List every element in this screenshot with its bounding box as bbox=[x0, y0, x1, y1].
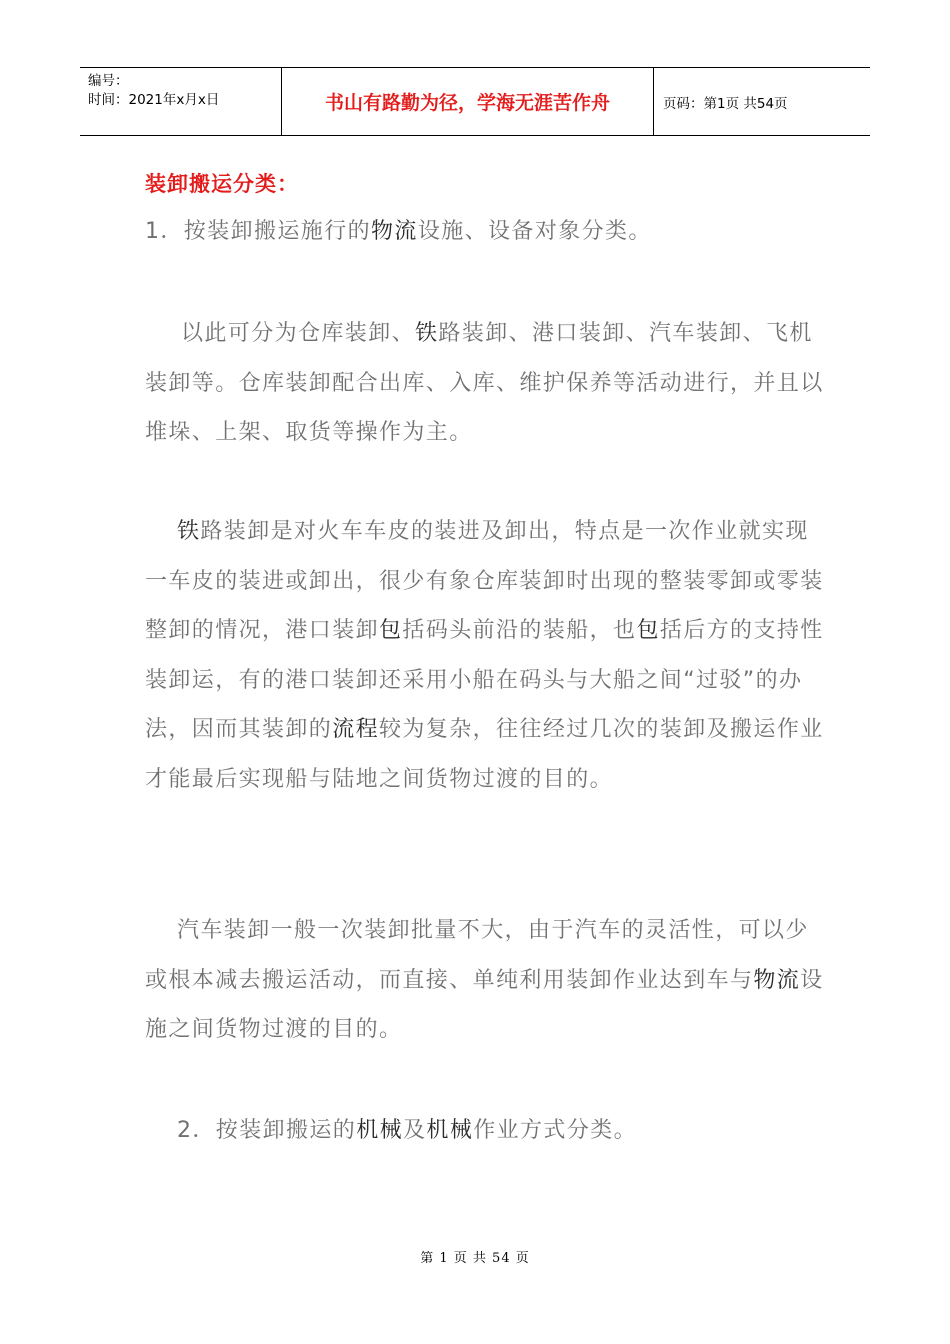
page-label: 页码：第1页 共54页 bbox=[663, 95, 788, 112]
paragraph-3: 铁路装卸是对火车车皮的装进及卸出，特点是一次作业就实现一车皮的装进或卸出，很少有象仓库装卸时出现的整装零卸或零装整卸的情况，港口装卸包括码头前沿的装船，也包括后方的支持性装卸运，有的港口装卸还采用小船在码头与大船之间“过驳”的办法，因而其装卸的流程较为复杂，往往经过几次的装卸及搬运作业才能最后实现船与陆地之间货物过渡的目的。 bbox=[145, 519, 824, 792]
header-meta-cell bbox=[80, 68, 282, 135]
motto-text: 书山有路勤为径，学海无涯苦作舟 bbox=[324, 92, 610, 114]
paragraph-1: 1．按装卸搬运施行的物流设施、设备对象分类。 bbox=[145, 219, 652, 244]
paragraph-2: 以此可分为仓库装卸、铁路装卸、港口装卸、汽车装卸、飞机装卸等。仓库装卸配合出库、入库、维护保养等活动进行，并且以堆垛、上架、取货等操作为主。 bbox=[145, 321, 824, 445]
time-label: 时间：2021年x月x日 bbox=[88, 92, 220, 108]
paragraph-4: 汽车装卸一般一次装卸批量不大，由于汽车的灵活性，可以少或根本减去搬运活动，而直接、单纯利用装卸作业达到车与物流设施之间货物过渡的目的。 bbox=[145, 918, 824, 1042]
page-footer: 第 1 页 共 54 页 bbox=[420, 1251, 530, 1266]
section-heading: 装卸搬运分类： bbox=[145, 172, 299, 196]
header-motto-cell bbox=[282, 68, 654, 135]
header-page-cell bbox=[654, 68, 870, 135]
document-header bbox=[80, 67, 870, 136]
number-label: 编号： bbox=[88, 73, 129, 89]
paragraph-5: 2．按装卸搬运的机械及机械作业方式分类。 bbox=[177, 1118, 638, 1143]
